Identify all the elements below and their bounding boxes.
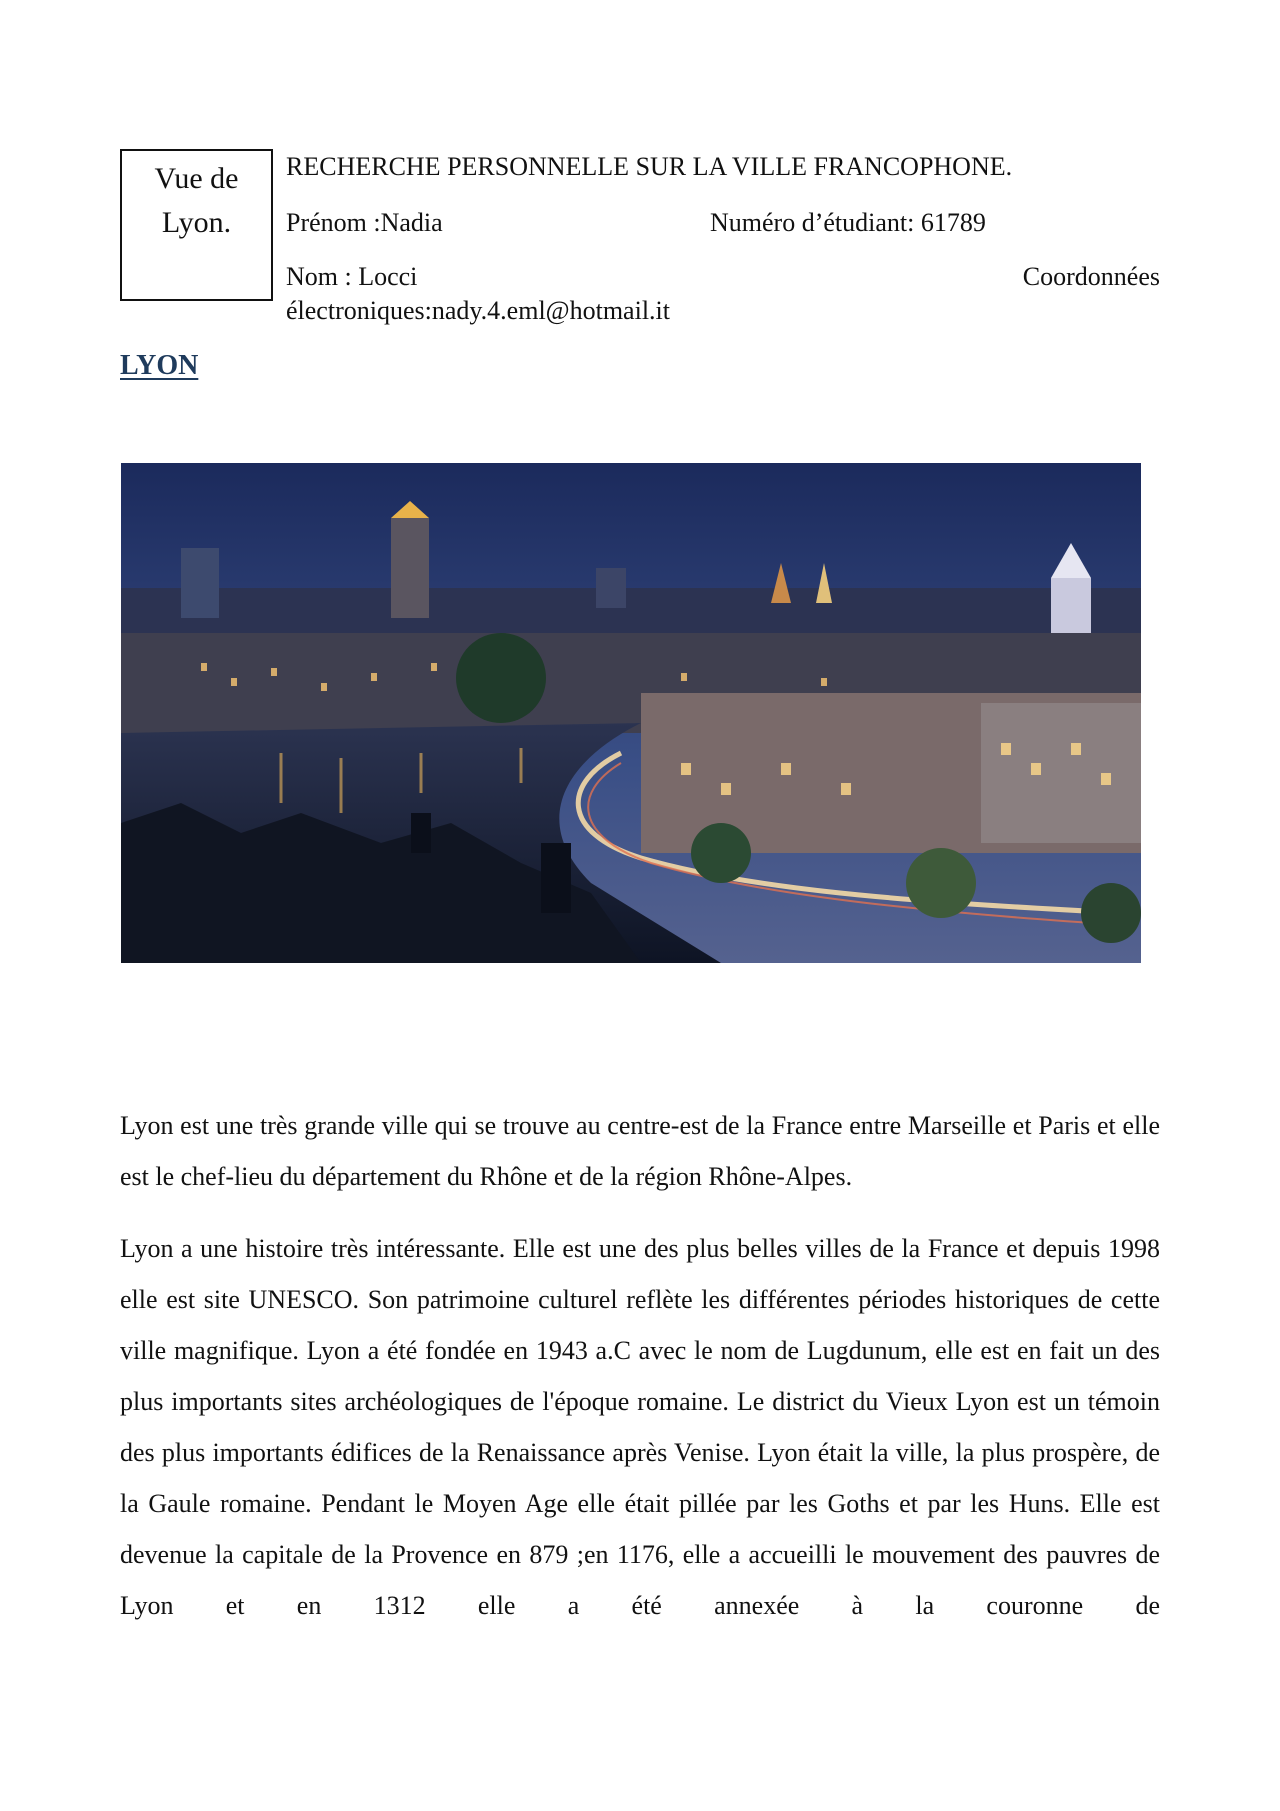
paragraph-1: Lyon est une très grande ville qui se trouve au centre-est de la France entre Marseille et Paris et elle est le chef-lieu du département du Rhône et de la région Rhône-Alpes.: [120, 1111, 1160, 1191]
paragraph-2: Lyon a une histoire très intéressante. Elle est une des plus belles villes de la France et depuis 1998 elle est site UNESCO. Son patrimoine culturel reflète les différentes périodes historiques de cette ville magnifique. Lyon a été fondée en 1943 a.C avec le nom de Lugdunum, elle est en fait un des plus importants sites archéologiques de l'époque romaine. Le district du Vieux Lyon est un témoin des plus importants édifices de la Renaissance après Venise. Lyon était la ville, la plus prospère, de la Gaule romaine. Pendant le Moyen Age elle était pillée par les Goths et par les Huns. Elle est devenue la capitale de la Provence en 879 ;en 1176, elle a accueilli le mouvement des pauvres de Lyon et en 1312 elle a été annexée à la couronne de: [120, 1234, 1160, 1620]
lyon-night-photo: [121, 463, 1141, 963]
last-name: Nom : Locci: [286, 262, 418, 291]
first-name: Prénom :Nadia: [286, 208, 443, 237]
body-text: [120, 1100, 1160, 1631]
section-link-lyon[interactable]: LYON: [120, 350, 199, 381]
student-number: Numéro d’étudiant: 61789: [710, 208, 986, 237]
caption-box: [120, 149, 273, 301]
email: électroniques:nady.4.eml@hotmail.it: [286, 296, 670, 325]
cityscape-illustration: [121, 463, 1141, 963]
caption-line-1: Vue de: [154, 162, 239, 195]
document-title: RECHERCHE PERSONNELLE SUR LA VILLE FRANCOPHONE.: [286, 152, 1013, 181]
caption-line-2: Lyon.: [161, 206, 232, 239]
contact-label: Coordonnées: [1022, 262, 1160, 291]
